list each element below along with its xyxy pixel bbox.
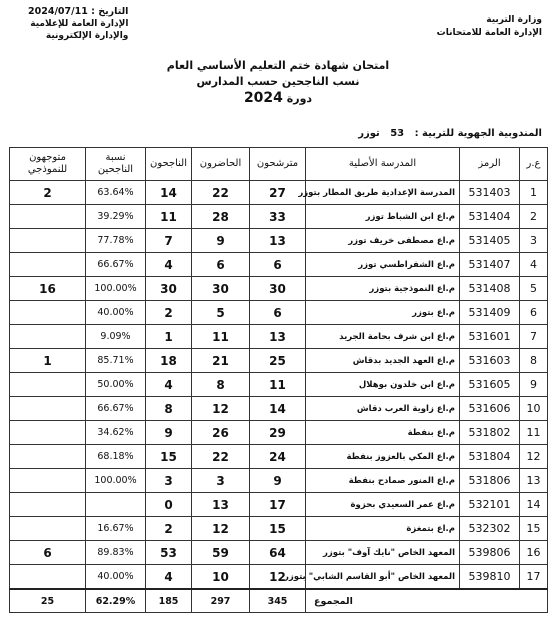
region-label: المندوبية الجهوية للتربية : <box>414 128 542 139</box>
passed-count: 4 <box>146 373 192 397</box>
candidates-count: 25 <box>250 349 306 373</box>
candidates-count: 17 <box>250 493 306 517</box>
row-index: 8 <box>520 349 548 373</box>
header-candidates: مترشحون <box>250 148 306 181</box>
row-index: 6 <box>520 301 548 325</box>
date-row <box>28 6 128 18</box>
school-name: م.اع مصطفى خريف توزر <box>306 229 460 253</box>
date-label: التاريخ : <box>91 6 129 17</box>
school-name: م.اع المكي بالعزوز بنفطة <box>306 445 460 469</box>
candidates-count: 15 <box>250 517 306 541</box>
table-header-row <box>10 148 548 181</box>
candidates-count: 11 <box>250 373 306 397</box>
passed-count: 11 <box>146 205 192 229</box>
present-count: 22 <box>192 181 250 205</box>
school-code: 531601 <box>460 325 520 349</box>
school-name: المعهد الخاص "نايك آوف" بتوزر <box>306 541 460 565</box>
media-directorate: الإدارة العامة للإعلامية <box>30 19 129 29</box>
pass-rate: 89.83% <box>86 541 146 565</box>
pass-rate: 66.67% <box>86 397 146 421</box>
pass-rate: 77.78% <box>86 229 146 253</box>
school-name: المعهد الخاص "أبو القاسم الشابي" بتوزر <box>306 565 460 590</box>
present-count: 5 <box>192 301 250 325</box>
region-line <box>358 128 542 139</box>
passed-count: 0 <box>146 493 192 517</box>
table-row <box>10 325 548 349</box>
region-code: 53 <box>390 128 405 139</box>
header-pct-line1: نسبة <box>105 152 126 163</box>
oriented-count <box>10 229 86 253</box>
row-index: 13 <box>520 469 548 493</box>
school-code: 531806 <box>460 469 520 493</box>
school-code: 531409 <box>460 301 520 325</box>
row-index: 11 <box>520 421 548 445</box>
candidates-count: 9 <box>250 469 306 493</box>
oriented-count <box>10 397 86 421</box>
electronic-directorate: والإدارة الإلكترونية <box>45 31 129 41</box>
school-name: المدرسة الإعدادية طريق المطار بتوزر <box>306 181 460 205</box>
table-row <box>10 301 548 325</box>
school-code: 531405 <box>460 229 520 253</box>
passed-count: 4 <box>146 253 192 277</box>
passed-count: 30 <box>146 277 192 301</box>
oriented-count: 16 <box>10 277 86 301</box>
exams-directorate: الإدارة العامة للامتحانات <box>436 28 542 38</box>
passed-count: 15 <box>146 445 192 469</box>
header-orient <box>10 148 86 181</box>
school-name: م.اع النموذجية بتوزر <box>306 277 460 301</box>
pass-rate: 40.00% <box>86 565 146 590</box>
row-index: 2 <box>520 205 548 229</box>
totals-orient: 25 <box>10 589 86 613</box>
present-count: 12 <box>192 397 250 421</box>
school-code: 531603 <box>460 349 520 373</box>
header-school: المدرسة الأصلية <box>306 148 460 181</box>
session-year: 2024 <box>243 90 283 106</box>
candidates-count: 13 <box>250 229 306 253</box>
table-row <box>10 517 548 541</box>
school-name: م.اع الشفراطسي توزر <box>306 253 460 277</box>
table-row <box>10 397 548 421</box>
pass-rate: 40.00% <box>86 301 146 325</box>
school-name: م.اع ابن شرف بحامة الجريد <box>306 325 460 349</box>
pass-rate: 16.67% <box>86 517 146 541</box>
present-count: 10 <box>192 565 250 590</box>
passed-count: 53 <box>146 541 192 565</box>
oriented-count <box>10 469 86 493</box>
candidates-count: 6 <box>250 253 306 277</box>
results-table <box>9 147 548 613</box>
oriented-count <box>10 517 86 541</box>
totals-label: المجموع <box>306 589 548 613</box>
passed-count: 18 <box>146 349 192 373</box>
present-count: 28 <box>192 205 250 229</box>
oriented-count <box>10 325 86 349</box>
row-index: 16 <box>520 541 548 565</box>
row-index: 12 <box>520 445 548 469</box>
oriented-count <box>10 493 86 517</box>
header-code: الرمز <box>460 148 520 181</box>
oriented-count <box>10 205 86 229</box>
table-row <box>10 373 548 397</box>
school-name: م.اع بتوزر <box>306 301 460 325</box>
pass-rate <box>86 493 146 517</box>
row-index: 1 <box>520 181 548 205</box>
pass-rate: 34.62% <box>86 421 146 445</box>
passed-count: 7 <box>146 229 192 253</box>
table-row <box>10 181 548 205</box>
table-row <box>10 421 548 445</box>
school-code: 531804 <box>460 445 520 469</box>
header-present: الحاضرون <box>192 148 250 181</box>
candidates-count: 13 <box>250 325 306 349</box>
school-code: 532101 <box>460 493 520 517</box>
passed-count: 2 <box>146 517 192 541</box>
school-name: م.اع العهد الجديد بدقاش <box>306 349 460 373</box>
candidates-count: 29 <box>250 421 306 445</box>
candidates-count: 6 <box>250 301 306 325</box>
header-idx: ع.ر <box>520 148 548 181</box>
present-count: 13 <box>192 493 250 517</box>
table-row <box>10 541 548 565</box>
present-count: 6 <box>192 253 250 277</box>
session-line <box>0 90 556 107</box>
row-index: 14 <box>520 493 548 517</box>
oriented-count <box>10 301 86 325</box>
oriented-count <box>10 373 86 397</box>
pass-rate: 9.09% <box>86 325 146 349</box>
oriented-count <box>10 445 86 469</box>
header-date-block <box>28 6 128 42</box>
header-orient-line2: للنموذجي <box>27 164 68 175</box>
oriented-count <box>10 565 86 590</box>
passed-count: 4 <box>146 565 192 590</box>
school-code: 531403 <box>460 181 520 205</box>
school-name: م.اع المنور صمادح بنفطة <box>306 469 460 493</box>
school-code: 531802 <box>460 421 520 445</box>
row-index: 5 <box>520 277 548 301</box>
present-count: 59 <box>192 541 250 565</box>
session-label: دورة <box>286 92 313 105</box>
candidates-count: 14 <box>250 397 306 421</box>
header-pct <box>86 148 146 181</box>
date-value: 2024/07/11 <box>28 6 88 17</box>
present-count: 21 <box>192 349 250 373</box>
school-name: م.اع عمر السعيدي بحزوة <box>306 493 460 517</box>
pass-rate: 50.00% <box>86 373 146 397</box>
present-count: 11 <box>192 325 250 349</box>
pass-rate: 63.64% <box>86 181 146 205</box>
pass-rate: 100.00% <box>86 469 146 493</box>
table-row <box>10 445 548 469</box>
table-row <box>10 229 548 253</box>
passed-count: 8 <box>146 397 192 421</box>
header-ministry-block <box>437 14 542 40</box>
school-code: 531606 <box>460 397 520 421</box>
candidates-count: 27 <box>250 181 306 205</box>
row-index: 4 <box>520 253 548 277</box>
table-row <box>10 349 548 373</box>
passed-count: 3 <box>146 469 192 493</box>
pass-rate: 68.18% <box>86 445 146 469</box>
candidates-count: 12 <box>250 565 306 590</box>
school-code: 531605 <box>460 373 520 397</box>
school-code: 539810 <box>460 565 520 590</box>
school-name: م.اع ابن الشباط توزر <box>306 205 460 229</box>
row-index: 9 <box>520 373 548 397</box>
oriented-count: 6 <box>10 541 86 565</box>
pass-rate: 100.00% <box>86 277 146 301</box>
table-row <box>10 565 548 590</box>
school-code: 532302 <box>460 517 520 541</box>
header-passed: الناجحون <box>146 148 192 181</box>
passed-count: 14 <box>146 181 192 205</box>
exam-title: امتحان شهادة ختم التعليم الأساسي العام <box>166 59 390 72</box>
ministry-name: وزارة التربية <box>486 15 542 25</box>
row-index: 7 <box>520 325 548 349</box>
report-subtitle: نسب الناجحين حسب المدارس <box>196 75 360 88</box>
present-count: 3 <box>192 469 250 493</box>
table-row <box>10 469 548 493</box>
region-name: توزر <box>358 128 380 139</box>
present-count: 26 <box>192 421 250 445</box>
passed-count: 2 <box>146 301 192 325</box>
school-code: 531404 <box>460 205 520 229</box>
totals-row <box>10 589 548 613</box>
table-row <box>10 493 548 517</box>
totals-pct: 62.29% <box>86 589 146 613</box>
candidates-count: 33 <box>250 205 306 229</box>
oriented-count <box>10 253 86 277</box>
school-name: م.اع بنفطة <box>306 421 460 445</box>
candidates-count: 64 <box>250 541 306 565</box>
oriented-count: 2 <box>10 181 86 205</box>
present-count: 12 <box>192 517 250 541</box>
document-titles <box>0 58 556 107</box>
table-row <box>10 205 548 229</box>
pass-rate: 85.71% <box>86 349 146 373</box>
school-name: م.اع زاوية العرب دقاش <box>306 397 460 421</box>
present-count: 30 <box>192 277 250 301</box>
oriented-count: 1 <box>10 349 86 373</box>
school-code: 539806 <box>460 541 520 565</box>
totals-present: 297 <box>192 589 250 613</box>
school-code: 531407 <box>460 253 520 277</box>
totals-passed: 185 <box>146 589 192 613</box>
table-row <box>10 253 548 277</box>
present-count: 9 <box>192 229 250 253</box>
totals-candidates: 345 <box>250 589 306 613</box>
candidates-count: 30 <box>250 277 306 301</box>
table-body <box>10 181 548 590</box>
header-orient-line1: متوجهون <box>29 152 66 163</box>
header-pct-line2: الناجحين <box>97 164 134 175</box>
school-name: م.اع ابن خلدون بوهلال <box>306 373 460 397</box>
school-name: م.اع بتمغزة <box>306 517 460 541</box>
passed-count: 9 <box>146 421 192 445</box>
oriented-count <box>10 421 86 445</box>
row-index: 15 <box>520 517 548 541</box>
school-code: 531408 <box>460 277 520 301</box>
row-index: 17 <box>520 565 548 590</box>
candidates-count: 24 <box>250 445 306 469</box>
present-count: 22 <box>192 445 250 469</box>
pass-rate: 66.67% <box>86 253 146 277</box>
row-index: 3 <box>520 229 548 253</box>
table-row <box>10 277 548 301</box>
present-count: 8 <box>192 373 250 397</box>
passed-count: 1 <box>146 325 192 349</box>
row-index: 10 <box>520 397 548 421</box>
pass-rate: 39.29% <box>86 205 146 229</box>
